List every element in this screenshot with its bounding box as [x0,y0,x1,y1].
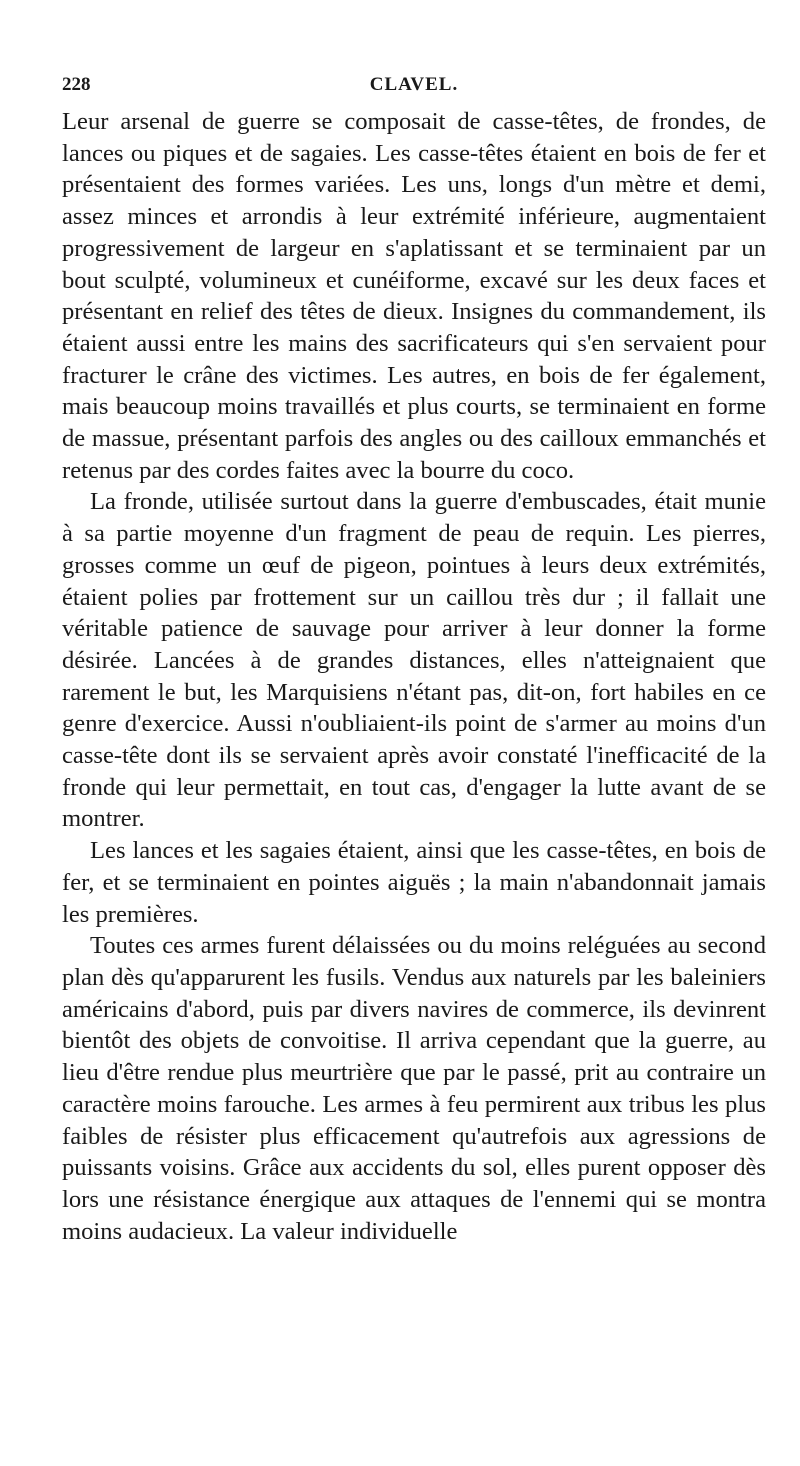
paragraph-1: Leur arsenal de guerre se composait de casse-têtes, de frondes, de lances ou piques et de sagaies. Les casse-têtes étaient en bois de fer et présentaient des formes variées. Les uns, longs d'un mètre et demi, assez minces et arrondis à leur extrémité inférieure, augmentaient progressivement de largeur en s'aplatissant et se terminaient par un bout sculpté, volumineux et cunéiforme, excavé sur les deux faces et présentant en relief des têtes de dieux. Insignes du commandement, ils étaient aussi entre les mains des sacrificateurs qui s'en servaient pour fracturer le crâne des victimes. Les autres, en bois de fer également, mais beaucoup moins travaillés et plus courts, se terminaient en forme de massue, présentant parfois des angles ou des cailloux emmanchés et retenus par des cordes faites avec la bourre du coco. [62,108,766,484]
paragraph-4: Toutes ces armes furent délaissées ou du moins reléguées au second plan dès qu'apparurent les fusils. Vendus aux naturels par les baleiniers américains d'abord, puis par divers navires de commerce, ils devinrent bientôt des objets de convoitise. Il arriva cependant que la guerre, au lieu d'être rendue plus meurtrière que par le passé, prit au contraire un caractère moins farouche. Les armes à feu permirent aux tribus les plus faibles de résister plus efficacement qu'autrefois aux agressions de puissants voisins. Grâce aux accidents du sol, elles purent opposer dès lors une résistance énergique aux attaques de l'ennemi qui se montra moins audacieux. La valeur individuelle [62,932,766,1245]
page-number: 228 [62,74,91,95]
book-page [62,70,766,1247]
running-head: CLAVEL. [369,74,459,95]
paragraph-2: La fronde, utilisée surtout dans la guerre d'embuscades, était munie à sa partie moyenne d'un fragment de peau de requin. Les pierres, grosses comme un œuf de pigeon, pointues à leurs deux extrémités, étaient polies par frottement sur un caillou très dur ; il fallait une véritable patience de sauvage pour arriver à leur donner la forme désirée. Lancées à de grandes distances, elles n'atteignaient que rarement le but, les Marquisiens n'étant pas, dit-on, fort habiles en ce genre d'exercice. Aussi n'oubliaient-ils point de s'armer au moins d'un casse-tête dont ils se servaient après avoir constaté l'inefficacité de la fronde qui leur permettait, en tout cas, d'engager la lutte avant de se montrer. [62,488,766,833]
body-text [62,106,766,1247]
paragraph-3: Les lances et les sagaies étaient, ainsi que les casse-têtes, en bois de fer, et se terminaient en pointes aiguës ; la main n'abandonnait jamais les premières. [62,837,766,928]
page-header [62,70,766,106]
